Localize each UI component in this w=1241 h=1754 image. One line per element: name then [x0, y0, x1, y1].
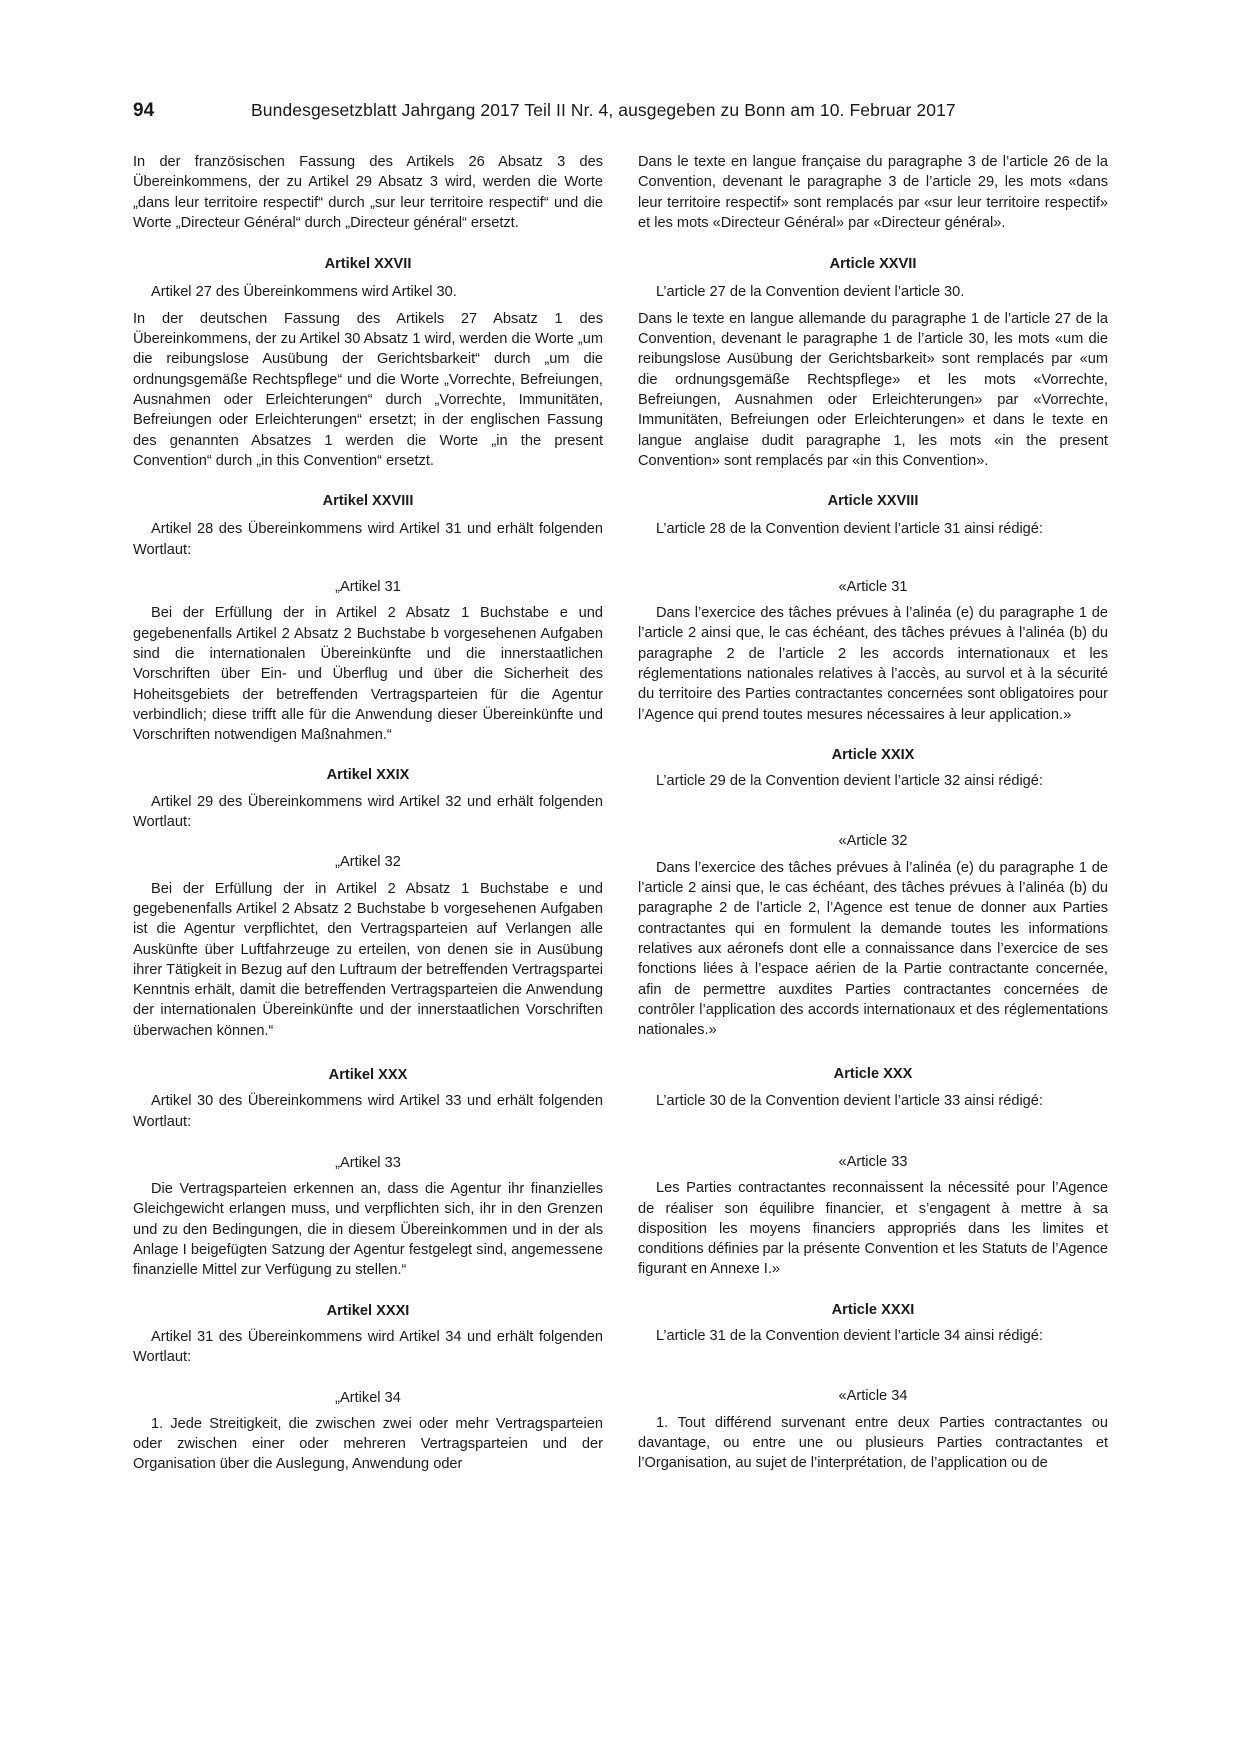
running-head: Bundesgesetzblatt Jahrgang 2017 Teil II Nr. 4, ausgegeben zu Bonn am 10. Februar 2017	[251, 100, 956, 120]
article-heading: Artikel XXVII	[324, 256, 412, 273]
article-heading: Article XXIX	[831, 746, 915, 763]
article-paragraph: Die Vertragsparteien erkennen an, dass die Agentur ihr finanzielles Gleichgewicht erlangen muss, und verpflichten sich, ihr in den Grenzen und zu den Bedingungen, die in diesem Übereinkommen und in der als Anlage I beigefügten Satzung der Agentur festgelegt sind, angemessene finanzielle Mittel zur Verfügung zu stellen.“	[133, 1181, 603, 1279]
article-paragraph: Les Parties contractantes reconnaissent la nécessité pour l’Agence de réaliser son équilibre financier, et s’engagent à mettre à sa disposition les moyens financiers appropriés dans les limites et conditions définies par la présente Convention et les Statuts de l’Agence figurant en Annexe I.»	[638, 1180, 1108, 1278]
french-column	[638, 152, 1108, 1474]
quoted-article-title: „Artikel 34	[335, 1389, 401, 1406]
article-paragraph: In der deutschen Fassung des Artikels 27 Absatz 1 des Übereinkommens, der zu Artikel 30 Absatz 1 wird, werden die Worte „um die reibungslose Ausübung der Gerichtsbarkeit“ durch „um die ordnungsgemäße Rechtspflege“ und die Worte „Vorrechte, Befreiungen, Ausnahmen oder Erleichterungen“ durch „Vorrechte, Immunitäten, Befreiungen oder Erleichterungen“ ersetzt; in der englischen Fassung des genannten Absatzes 1 werden die Worte „in the present Convention“ durch „in this Convention“ ersetzt.	[133, 310, 603, 469]
article-paragraph: L’article 28 de la Convention devient l’article 31 ainsi rédigé:	[656, 521, 1043, 538]
article-paragraph: L’article 31 de la Convention devient l’article 34 ainsi rédigé:	[656, 1328, 1043, 1345]
article-heading: Artikel XXXI	[326, 1302, 410, 1319]
quoted-article-title: «Article 32	[838, 833, 908, 850]
intro-paragraph: In der französischen Fassung des Artikels 26 Absatz 3 des Übereinkommens, der zu Artikel 29 Absatz 3 wird, werden die Worte „dans leur territoire respectif“ durch „sur leur territoire respectif“ und die Worte „Directeur Général“ durch „Directeur général“ ersetzt.	[133, 154, 603, 231]
article-paragraph: 1. Jede Streitigkeit, die zwischen zwei oder mehr Vertragsparteien oder zwischen einer oder mehreren Vertragsparteien und der Organisation über die Auslegung, Anwendung oder	[133, 1415, 603, 1473]
quoted-article-title: „Artikel 32	[335, 854, 401, 871]
article-heading: Article XXX	[833, 1066, 913, 1083]
quoted-article-title: «Article 31	[838, 578, 908, 595]
quoted-article-title: „Artikel 31	[335, 579, 401, 596]
article-heading: Article XXVIII	[827, 493, 919, 510]
german-column	[133, 152, 603, 1475]
article-paragraph: Dans l’exercice des tâches prévues à l’alinéa (e) du paragraphe 1 de l’article 2 ainsi que, le cas échéant, des tâches prévues à l’alinéa (b) du paragraphe 2 de l’article 2 les accords internationaux et les réglementations nationales relatives à l’accès, au survol et à la sécurité du territoire des Parties contractantes concernées sont obligatoires pour l’Agence qui prend toutes mesures nécessaires à leur application.»	[638, 605, 1108, 723]
page-header	[133, 100, 1108, 126]
article-paragraph: Bei der Erfüllung der in Artikel 2 Absatz 1 Buchstabe e und gegebenenfalls Artikel 2 Absatz 2 Buchstabe b vorgesehenen Aufgaben ist die Agentur verpflichtet, den Vertragsparteien auf Verlangen alle Auskünfte über Luftfahrzeuge zu erteilen, von denen sie in Ausübung ihrer Tätigkeit in Bezug auf den Luftraum der betreffenden Vertragspartei Kenntnis erhält, damit die betreffenden Vertragsparteien die Anwendung der internationalen Übereinkünfte und der innerstaatlichen Vorschriften überwachen können.“	[133, 880, 603, 1039]
article-heading: Artikel XXVIII	[322, 493, 414, 510]
article-paragraph: L’article 30 de la Convention devient l’article 33 ainsi rédigé:	[656, 1092, 1043, 1109]
article-paragraph: 1. Tout différend survenant entre deux Parties contractantes ou davantage, ou entre une ou plusieurs Parties contractantes et l’Organisation, au sujet de l’interprétation, de l’application ou de	[638, 1414, 1108, 1472]
article-paragraph: Bei der Erfüllung der in Artikel 2 Absatz 1 Buchstabe e und gegebenenfalls Artikel 2 Absatz 2 Buchstabe b vorgesehenen Aufgaben sind die internationalen Übereinkünfte und die innerstaatlichen Vorschriften über Ein- und Überflug und über die Sicherheit des Hoheitsgebiets der betreffenden Vertragsparteien für die Agentur verbindlich; diese trifft alle für die Anwendung dieser Übereinkünfte und Vorschriften notwendigen Maßnahmen.“	[133, 605, 603, 744]
article-paragraph: Artikel 27 des Übereinkommens wird Artikel 30.	[151, 284, 457, 301]
article-heading: Article XXVII	[829, 256, 917, 273]
article-paragraph: L’article 29 de la Convention devient l’article 32 ainsi rédigé:	[656, 773, 1043, 790]
quoted-article-title: „Artikel 33	[335, 1154, 401, 1171]
article-paragraph: L’article 27 de la Convention devient l’article 30.	[656, 284, 965, 301]
intro-paragraph: Dans le texte en langue française du paragraphe 3 de l’article 26 de la Convention, devenant le paragraphe 3 de l’article 29, les mots «dans leur territoire respectif» sont remplacés par «sur leur territoire respectif» et les mots «Directeur Général» par «Directeur général».	[638, 154, 1108, 231]
article-paragraph: Artikel 29 des Übereinkommens wird Artikel 32 und erhält folgenden Wortlaut:	[133, 793, 603, 831]
article-paragraph: Dans l’exercice des tâches prévues à l’alinéa (e) du paragraphe 1 de l’article 2 ainsi que, le cas échéant, des tâches prévues à l’alinéa (b) du paragraphe 2 de l’article 2, l’Agence est tenue de donner aux Parties contractantes qui en formulent la demande toutes les informations relatives aux aéronefs dont elle a connaissance dans l’exercice de ses fonctions liées à l’espace aérien de la Partie contractante concernée, afin de permettre auxdites Parties contractantes concernées de contrôler l’application des accords internationaux et des réglementations nationales.»	[638, 859, 1108, 1039]
article-paragraph: Dans le texte en langue allemande du paragraphe 1 de l’article 27 de la Convention, devenant le paragraphe 1 de l’article 30, les mots «um die reibungslose Ausübung der Gerichtsbarkeit» sont remplacés par «um die ordnungsgemäße Rechtspflege» et les mots «Vorrechte, Befreiungen, Ausnahmen oder Erleichterungen» par «Vorrechte, Immunitäten, Befreiungen oder Erleichterungen» et dans le texte en langue anglaise dudit paragraphe 1, les mots «in the present Convention» sont remplacés par «in this Convention».	[638, 310, 1108, 469]
quoted-article-title: «Article 33	[838, 1153, 908, 1170]
article-heading: Article XXXI	[831, 1301, 915, 1318]
article-paragraph: Artikel 30 des Übereinkommens wird Artikel 33 und erhält folgenden Wortlaut:	[133, 1093, 603, 1130]
article-heading: Artikel XXIX	[326, 767, 410, 784]
article-paragraph: Artikel 31 des Übereinkommens wird Artikel 34 und erhält folgenden Wortlaut:	[133, 1328, 603, 1366]
article-heading: Artikel XXX	[328, 1066, 408, 1083]
page-number: 94	[133, 100, 155, 121]
quoted-article-title: «Article 34	[838, 1388, 908, 1405]
article-paragraph: Artikel 28 des Übereinkommens wird Artikel 31 und erhält folgenden Wortlaut:	[133, 521, 603, 558]
